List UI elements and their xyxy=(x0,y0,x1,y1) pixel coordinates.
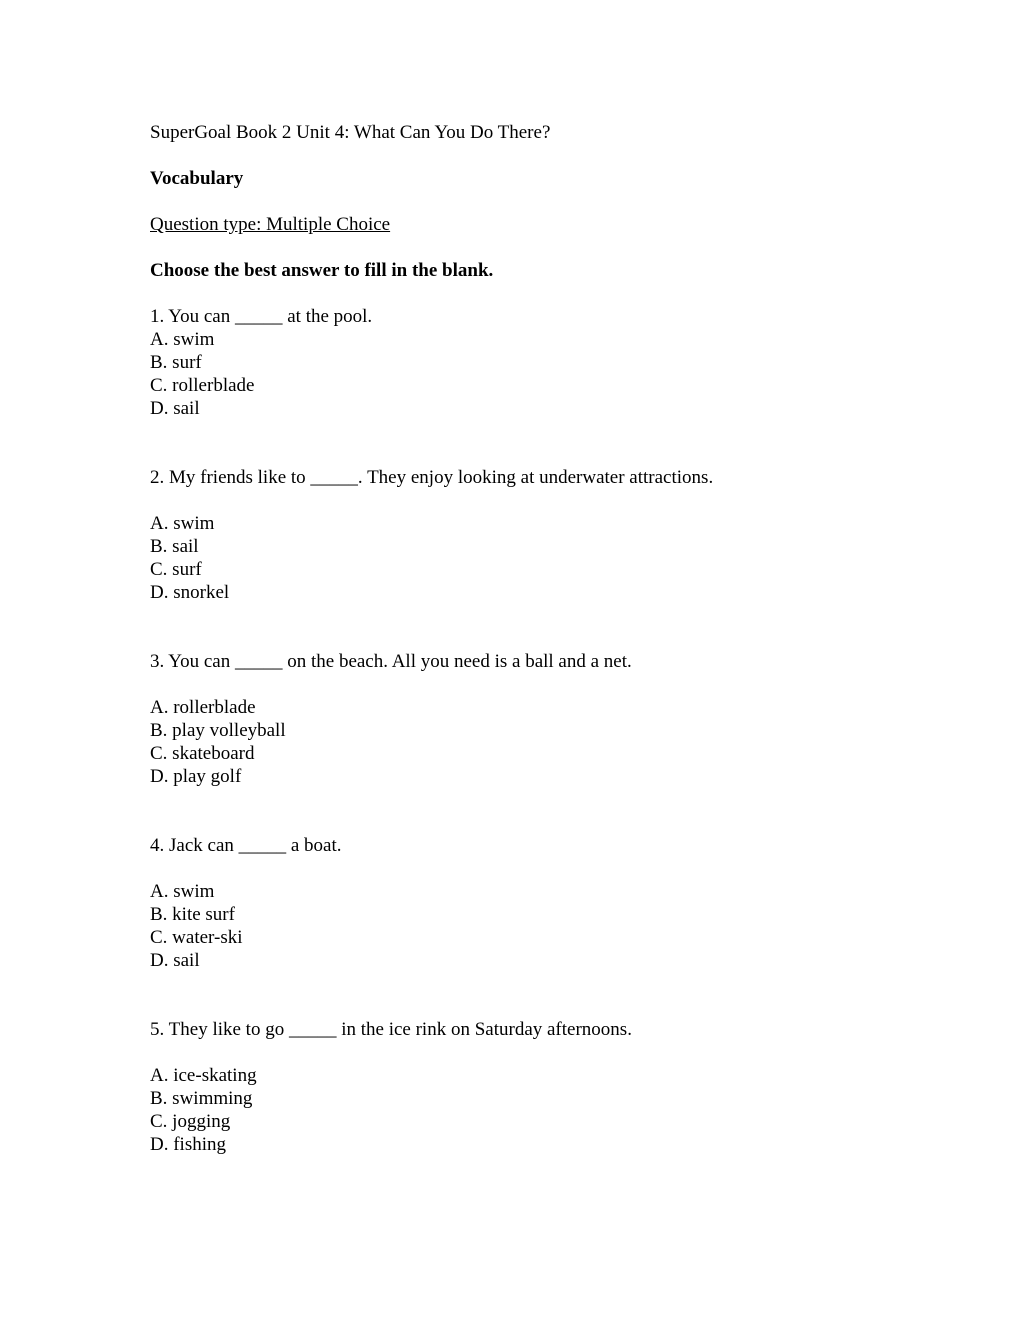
option-a: A. ice-skating xyxy=(150,1065,257,1086)
option-b: B. sail xyxy=(150,536,199,557)
option-b: B. kite surf xyxy=(150,904,235,925)
option-b: B. swimming xyxy=(150,1088,253,1109)
question-text: 5. They like to go _____ in the ice rink on Saturday afternoons. xyxy=(150,1019,632,1040)
option-c: C. surf xyxy=(150,559,202,580)
option-a: A. swim xyxy=(150,513,215,534)
option-c: C. rollerblade xyxy=(150,375,255,396)
option-a: A. rollerblade xyxy=(150,697,256,718)
section-heading: Vocabulary xyxy=(150,168,244,189)
question-text: 1. You can _____ at the pool. xyxy=(150,306,373,327)
question-type: Question type: Multiple Choice xyxy=(150,214,391,235)
option-c: C. skateboard xyxy=(150,743,255,764)
question-5 xyxy=(150,1018,713,1156)
question-2 xyxy=(150,466,713,604)
question-text: 3. You can _____ on the beach. All you need is a ball and a net. xyxy=(150,651,632,672)
question-1 xyxy=(150,305,713,420)
option-b: B. play volleyball xyxy=(150,720,286,741)
document-title: SuperGoal Book 2 Unit 4: What Can You Do There? xyxy=(150,122,551,143)
option-c: C. water-ski xyxy=(150,927,243,948)
option-d: D. fishing xyxy=(150,1134,226,1155)
option-c: C. jogging xyxy=(150,1111,231,1132)
option-d: D. sail xyxy=(150,398,200,419)
question-3 xyxy=(150,650,713,788)
option-d: D. sail xyxy=(150,950,200,971)
worksheet xyxy=(150,121,713,1156)
instructions: Choose the best answer to fill in the blank. xyxy=(150,260,494,281)
option-a: A. swim xyxy=(150,329,215,350)
option-a: A. swim xyxy=(150,881,215,902)
option-b: B. surf xyxy=(150,352,202,373)
option-d: D. play golf xyxy=(150,766,242,787)
question-text: 4. Jack can _____ a boat. xyxy=(150,835,342,856)
option-d: D. snorkel xyxy=(150,582,230,603)
question-text: 2. My friends like to _____. They enjoy looking at underwater attractions. xyxy=(150,467,714,488)
question-4 xyxy=(150,834,713,972)
